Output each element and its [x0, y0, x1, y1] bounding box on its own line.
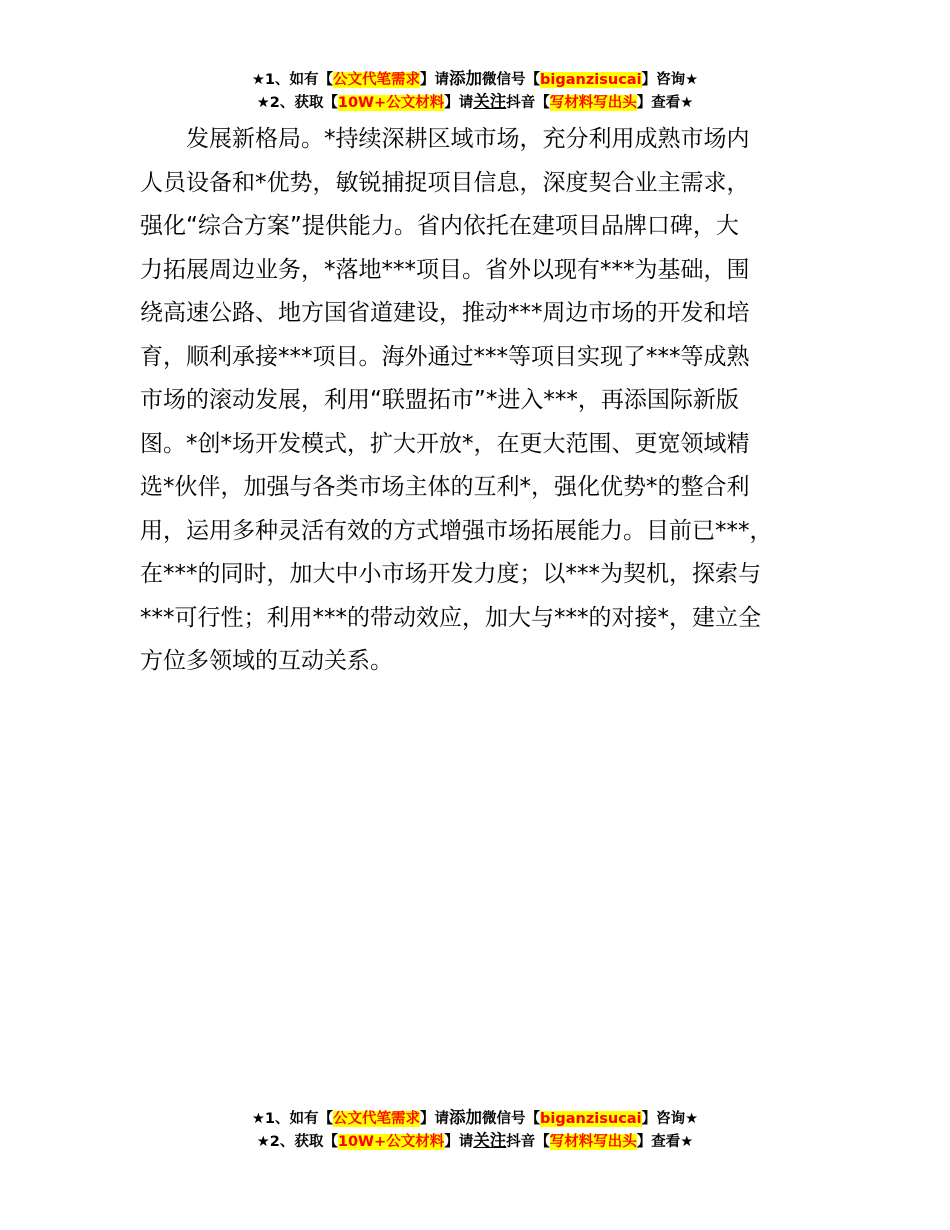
body-line: 力拓展周边业务，*落地***项目。省外以现有***为基础，围: [140, 256, 750, 283]
highlight-wechat-id: biganzisucai: [540, 72, 642, 88]
body-line: 用，运用多种灵活有效的方式增强市场拓展能力。目前已***，: [140, 517, 773, 544]
banner-line-1: [0, 68, 950, 91]
body-line: 绕高速公路、地方国省道建设，推动***周边市场的开发和培: [140, 300, 750, 326]
banner-line-2: [0, 1130, 950, 1153]
header-banner: [0, 68, 950, 114]
banner-text: 】请: [420, 72, 450, 88]
highlight-douyin-account: 写材料写出头: [549, 1134, 637, 1150]
body-line: ***可行性；利用***的带动效应，加大与***的对接*，建立全: [140, 604, 761, 631]
banner-prefix: ★1、如有【: [251, 1111, 334, 1127]
body-line: 强化“综合方案”提供能力。省内依托在建项目品牌口碑，大: [140, 213, 739, 239]
body-line: 发展新格局。*持续深耕区域市场，充分利用成熟市场内: [186, 126, 750, 152]
banner-text: 】请: [444, 95, 474, 111]
highlight-wechat-id: biganzisucai: [540, 1111, 642, 1127]
banner-emphasis: 添加: [449, 69, 483, 88]
banner-prefix: ★2、获取【: [256, 95, 338, 111]
banner-suffix: 】咨询★: [641, 72, 699, 88]
banner-line-1: [0, 1107, 950, 1130]
banner-text: 抖音【: [506, 95, 550, 111]
banner-suffix: 】查看★: [636, 95, 694, 111]
banner-prefix: ★1、如有【: [251, 72, 334, 88]
highlight-materials: 10W+公文材料: [337, 1134, 445, 1150]
body-line: 选*伙伴，加强与各类市场主体的互利*，强化优势*的整合利: [140, 474, 750, 500]
body-line: 市场的滚动发展，利用“联盟拓市”*进入***，再添国际新版: [140, 387, 739, 413]
banner-text: 】请: [420, 1111, 450, 1127]
highlight-ghostwriting: 公文代笔需求: [333, 1111, 421, 1127]
banner-text: 抖音【: [506, 1134, 550, 1150]
highlight-douyin-account: 写材料写出头: [549, 95, 637, 111]
highlight-materials: 10W+公文材料: [337, 95, 445, 111]
banner-text: 微信号【: [482, 72, 541, 88]
banner-suffix: 】查看★: [636, 1134, 694, 1150]
banner-prefix: ★2、获取【: [256, 1134, 338, 1150]
banner-suffix: 】咨询★: [641, 1111, 699, 1127]
body-line: 育，顺利承接***项目。海外通过***等项目实现了***等成熟: [140, 343, 750, 370]
banner-emphasis: 关注: [473, 1131, 507, 1150]
banner-line-2: [0, 91, 950, 114]
body-line: 图。*创*场开发模式，扩大开放*，在更大范围、更宽领域精: [140, 430, 750, 457]
banner-text: 】请: [444, 1134, 474, 1150]
banner-text: 微信号【: [482, 1111, 541, 1127]
banner-emphasis: 关注: [473, 92, 507, 111]
body-paragraph: [140, 118, 830, 684]
body-line: 方位多领域的互动关系。: [140, 648, 393, 674]
body-line: 人员设备和*优势，敏锐捕捉项目信息，深度契合业主需求，: [140, 169, 750, 196]
highlight-ghostwriting: 公文代笔需求: [333, 72, 421, 88]
footer-banner: [0, 1107, 950, 1153]
banner-emphasis: 添加: [449, 1108, 483, 1127]
body-line: 在***的同时，加大中小市场开发力度；以***为契机，探索与: [140, 561, 761, 587]
